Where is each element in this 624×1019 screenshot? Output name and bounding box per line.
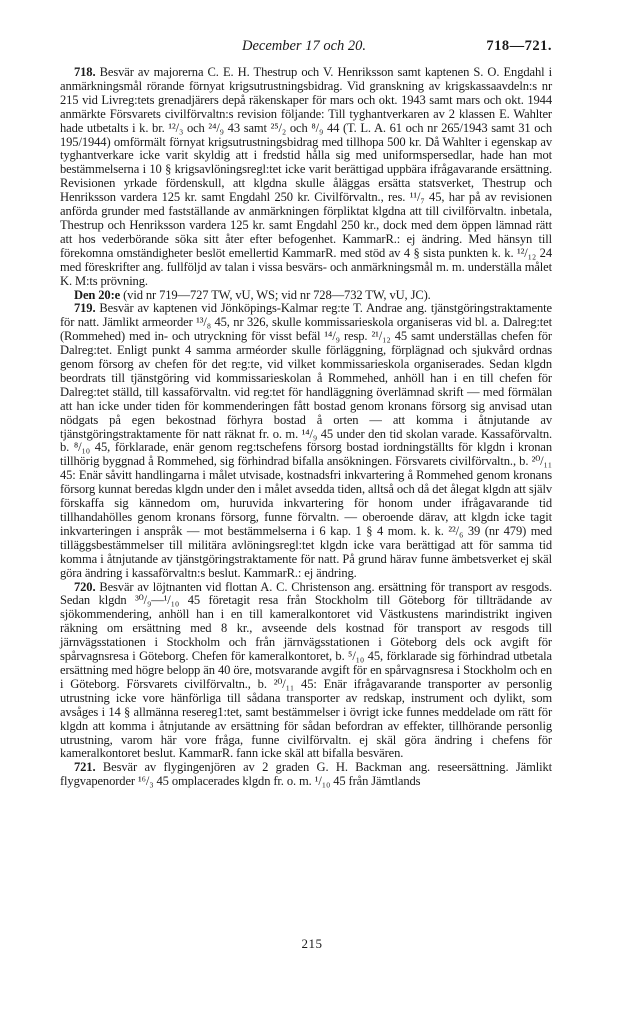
paragraph-number: Den 20:e	[74, 287, 121, 302]
running-header	[56, 38, 552, 58]
header-page-range: 718—721.	[486, 38, 552, 54]
paragraph-text: Besvär av majorerna C. E. H. Thestrup och V. Henriksson samt kaptenen S. O. Engdahl i anmärkningsmål rörande förnyat krigsutrustningsbidrag. Vid granskning av krigskassaavdeln:s nr 215 vid Livreg:tets grenadjärers depå räkenskaper för mars och okt. 1943 samt mars och okt. 1944 anmärkte Försvarets civilförvaltn:s revision följande: Till tyghantverkaren av 2 klassen E. Wahlter hade utbetalts i k. br. ¹²/₃ och ²⁴/₉ 43 samt ²⁵/₂ och ⁸/₉ 44 (T. L. A. 61 och nr 265/1943 samt 31 och 195/1944) omförmält förnyat krigsutrustningsbidrag med tillhopa 500 kr. Då Wahlter i egenskap av tyghantverkare icke varit skyldig att i fredstid hålla sig med uniformspersedlar, hade han mot bestämmelserna i 10 § krigsavlöningsregl:tet icke varit berättigad uppbära ifrågavarande ersättning. Revisionen yrkade fördenskull, att klgdna skulle åläggas ersätta statsverket, Thestrup och Henriksson vardera 125 kr. samt Engdahl 250 kr. Civilförvaltn., res. ¹¹/₇ 45, har på av revisionen anförda grunder med fastställande av anmärkningen förpliktat klgdna att till civilförvaltn. inbetala, Thestrup och Henriksson vardera 125 kr. samt Engdahl 250 kr., dock med dem öppen lämnad rätt att hos vederbörande söka sitt åter efter befogenhet. KammarR.: ej ändring. Med hänsyn till förekomna omständigheter beslöt emellertid KammarR. med stöd av 4 § sista punkten k. k. ¹²/₁₂ 24 med föreskrifter ang. fullföljd av talan i vissa besvärs- och anmärkningsmål m. m. underställa målet K. M:ts prövning.	[60, 65, 552, 288]
paragraph-number: 721.	[74, 760, 96, 775]
paragraph-718	[60, 66, 552, 289]
paragraph-number: 720.	[74, 579, 96, 594]
page-number: 215	[301, 936, 323, 951]
paragraph-date-20	[60, 289, 552, 303]
paragraph-text: Besvär av kaptenen vid Jönköpings-Kalmar reg:te T. Andrae ang. tjänstgöringstraktamente för natt. Jämlikt armeorder ¹³/₈ 45, nr 326, skulle kommissarieskola organiseras vid bl. a. Dalreg:tet (Rommehed) med in- och utryckning för visst befäl ¹⁴/₉ resp. ²¹/₁₂ 45 samt underställas chefen för Dalreg:tet. Enligt punkt 4 samma arméorder skulle förläggning, förplägnad och sjukvård ordnas genom försorg av chefen för det reg:te, vid vilket kommissarieskola organiserades. Sedan klgdn beordrats till tjänstgöring vid kommissarieskolan å Rommehed, anhöll han i en till chefen för Dalreg:tet ställd, till kassaförvaltn. vid reg:tet för handläggning överlämnad skrift — med förmälan att han icke under tiden för kommenderingen fått bostad genom kronans försorg sig anvisad utan nödgats på egen bekostnad förhyra bostad å orten — att komma i åtnjutande av tjänstgöringstraktamente för natt räknat fr. o. m. ¹⁴/₉ 45 under den tid skolan varade. Kassaförvaltn. b. ⁸/₁₀ 45, förklarade, enär genom reg:tschefens försorg bostad iordningställts för klgdn i kronan tillhörig byggnad å Rommehed, sig förhindrad bifalla ansökningen. Försvarets civilförvaltn., b. ²⁰/₁₁ 45: Enär såvitt handlingarna i målet utvisade, kostnadsfri inkvartering å Rommehed genom kronans försorg kunnat beredas klgdn under den i målet avsedda tiden, alltså och då det ålegat klgdn att själv förskaffa sig kännedom om, huruvida inkvartering för honom under ifrågavarande tid tillhandahölles genom kronans försorg, funne förvaltn. — oberoende därav, att klgdn icke tagit inkvarteringen i anspråk — mot bestämmelserna i 6 kap. 1 § 4 mom. k. k. ²²/₆ 39 (nr 479) med tilläggsbestämmelser till militära avlöningsregl:tet klgdn icke vara berättigad att för samma tid komma i åtnjutande av tjänstgöringstraktamente för natt. På grund härav funne ämbetsverket ej skäl göra ändring i kassaförvaltn:s beslut. KammarR.: ej ändring.	[60, 301, 552, 580]
paragraph-text: (vid nr 719—727 TW, vU, WS; vid nr 728—732 TW, vU, JC).	[120, 287, 431, 302]
body-text	[60, 66, 552, 789]
paragraph-number: 718.	[74, 65, 96, 79]
paragraph-text: Besvär av löjtnanten vid flottan A. C. Christenson ang. ersättning för transport av resgods. Sedan klgdn ³⁰/₉—¹/₁₀ 45 företagit resa från Stockholm till Göteborg för tillträdande av sjökommendering, anhöll han i en till kameralkontoret vid Västkustens marindistrikt ingiven räkning om ersättning med 8 kr., avseende dels kostnad för transport av resgods till järnvägsstationen i Stockholm och från järnvägsstationen i Göteborg dels ock avgift för spårvagnsresa i Göteborg. Chefen för kameralkontoret, b. ⁵/₁₀ 45, förklarade sig förhindrad utbetala ersättning med högre belopp än 40 öre, motsvarande avgift för en spårvagnsresa i Stockholm och en i Göteborg. Försvarets civilförvaltn., b. ²⁰/₁₁ 45: Enär ifrågavarande transporter av personlig utrustning icke vore hänförliga till sådana transporter av redskap, instrument och dylikt, som avsåges i 14 § allmänna resereg1:tet, samt bestämmelser i övrigt icke funnes meddelade om rätt för klgdn att komma i åtnjutande av ersättning för sådan befordran av effekter, tillhörande personlig utrustning, varom här vore fråga, funne civilförvaltn. ej skäl göra ändring i chefens för kameralkontoret beslut. KammarR. fann icke skäl att bifalla besvären.	[60, 579, 552, 761]
paragraph-721	[60, 761, 552, 789]
paragraph-number: 719.	[74, 301, 96, 316]
paragraph-719	[60, 302, 552, 580]
paragraph-720	[60, 581, 552, 762]
paragraph-text: Besvär av flygingenjören av 2 graden G. H. Backman ang. reseersättning. Jämlikt flygvapenorder ¹⁶/₃ 45 omplacerades klgdn fr. o. m. ¹/₁₀ 45 från Jämtlands	[60, 760, 552, 789]
header-title: December 17 och 20.	[241, 38, 366, 54]
